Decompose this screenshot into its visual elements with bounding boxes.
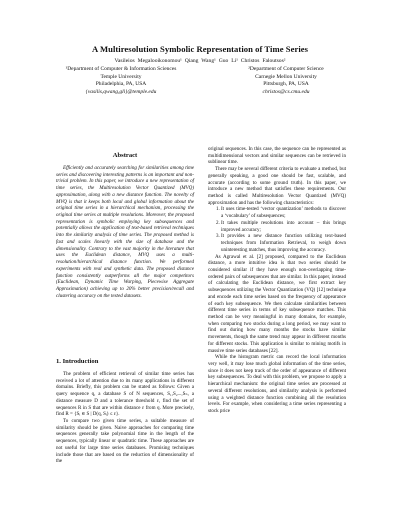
affiliation-email: christos@cs.cmu.edu bbox=[262, 88, 310, 95]
affiliation-univ: Carnegie Mellon University bbox=[255, 73, 317, 80]
affiliation-city: Pittsburgh, PA, USA bbox=[263, 81, 309, 88]
abstract-body bbox=[56, 165, 194, 299]
right-paragraph-1: original sequences. In this case, the sequence can be represented as multidimensional vectors and similar sequences can be retrieved in sublinear time. bbox=[208, 146, 346, 166]
abstract-heading: Abstract bbox=[112, 152, 138, 159]
affiliation-dept: ¹Department of Computer & Information Sciences bbox=[65, 66, 177, 72]
right-paragraph-2: There may be several different criteria to evaluate a method, but generally speaking, a good one should be fast, scalable, and accurate (according to some ground truth). In this paper, we introduce a new method that satisfies these requirements. Our method is called Multiresolution Vector Quantized (MVQ) approximation and has the following characteristics: bbox=[208, 166, 346, 206]
affiliation-univ: Temple University bbox=[100, 73, 142, 80]
right-paragraph-3: As Agrawal et al. [2] proposed, compared to the Euclidean distance, a more intuitive idea is that two series should be considered similar if they have enough non-overlapping time-ordered pairs of subsequences that are similar. In this paper, instead of calculating the Euclidean distance, we first extract key subsequences utilizing the Vector Quantization (VQ) [12] technique and encode each time series based on the frequency of appearance of each key subsequence. We then calculate similarities between different time series in terms of key subsequence matches. This method can be very meaningful in many domains, for example, when comparing two stocks during a long period, we may want to find out during how many months the stocks have similar movements, though the same trend may appear in different months for different stocks. This application is similar to mining motifs in massive time series databases [22]. bbox=[208, 253, 346, 354]
right-column bbox=[208, 146, 346, 415]
feature-list-item: 3. It provides a new distance function utilizing text-based techniques from Information Retrieval, to weigh down uninteresting matches, thus improving the accuracy. bbox=[221, 233, 346, 253]
affiliation-dept: ²Department of Computer Science bbox=[248, 66, 324, 72]
feature-list bbox=[208, 206, 346, 253]
right-paragraph-4: While the histogram metric can record the local information very well, it may lose much global information of the time series, since it does not keep track of the order of appearance of different key subsequences. To deal with this problem, we propose to apply a hierarchical mechanism: the original time series are processed at several different resolutions, and similarity analysis is performed using a weighted distance function combining all the resolution levels. For example, when considering a time series representing a stock price bbox=[208, 354, 346, 415]
intro-body bbox=[56, 371, 194, 465]
intro-heading: 1. Introduction bbox=[56, 358, 99, 365]
affiliation-city: Philadelphia, PA, USA bbox=[95, 81, 147, 88]
intro-paragraph-2: To compare two given time series, a suitable measure of similarity should be given. Naive approaches for comparing time sequences generally take polynomial time in the length of the sequences, typically linear or quadratic time. These approaches are not useful for large time series databases. Promising techniques include those that are based on the reduction of dimensionality of the bbox=[56, 418, 194, 465]
feature-list-item: 2. It takes multiple resolutions into account – this brings improved accuracy; bbox=[221, 220, 346, 233]
paper-title: A Multiresolution Symbolic Representation of Time Series bbox=[91, 44, 309, 54]
feature-list-item: 1. It uses time-tested ‘vector quantization’ methods to discover a ‘vocabulary’ of subsequences; bbox=[221, 206, 346, 219]
affiliation-left bbox=[58, 66, 184, 96]
affiliation-right bbox=[224, 66, 348, 96]
affiliation-email: {vasilis,qwang,gli}@temple.edu bbox=[85, 88, 157, 95]
paper-authors: Vasileios Megalooikonomou¹ Qiang Wang¹ Guo Li¹ Christos Faloutsos² bbox=[114, 58, 286, 64]
abstract-paragraph: Efficiently and accurately searching for similarities among time series and discovering interesting patterns is an important and non-trivial problem. In this paper, we introduce a new representation of time series, the Multiresolution Vector Quantized (MVQ) approximation, along with a new distance function. The novelty of MVQ is that it keeps both local and global information about the original time series in a hierarchical mechanism, processing the original time series at multiple resolutions. Moreover, the proposed representation is symbolic employing key subsequences and potentially allows the application of text-based retrieval techniques into the similarity analysis of time series. The proposed method is fast and scales linearly with the size of database and the dimensionality. Contrary to the vast majority in the literature that uses the Euclidean distance, MVQ uses a multi-resolution/hierarchical distance function. We performed experiments with real and synthetic data. The proposed distance function consistently outperforms all the major competitors (Euclidean, Dynamic Time Warping, Piecewise Aggregate Approximation) achieving up to 20% better precision/recall and clustering accuracy on the tested datasets. bbox=[56, 165, 194, 299]
intro-paragraph-1: The problem of efficient retrieval of similar time series has received a lot of attention due to its many applications in different domains. Briefly, this problem can be stated as follows: Given a query sequence q, a database S of N sequences, S₁,S₂...,Sₙ, a distance measure D and a tolerance threshold ε, find the set of sequences R in S that are within distance ε from q. More precisely, find R = {Sᵢ ∈ S | D(q, Sᵢ) ≤ ε}. bbox=[56, 371, 194, 418]
